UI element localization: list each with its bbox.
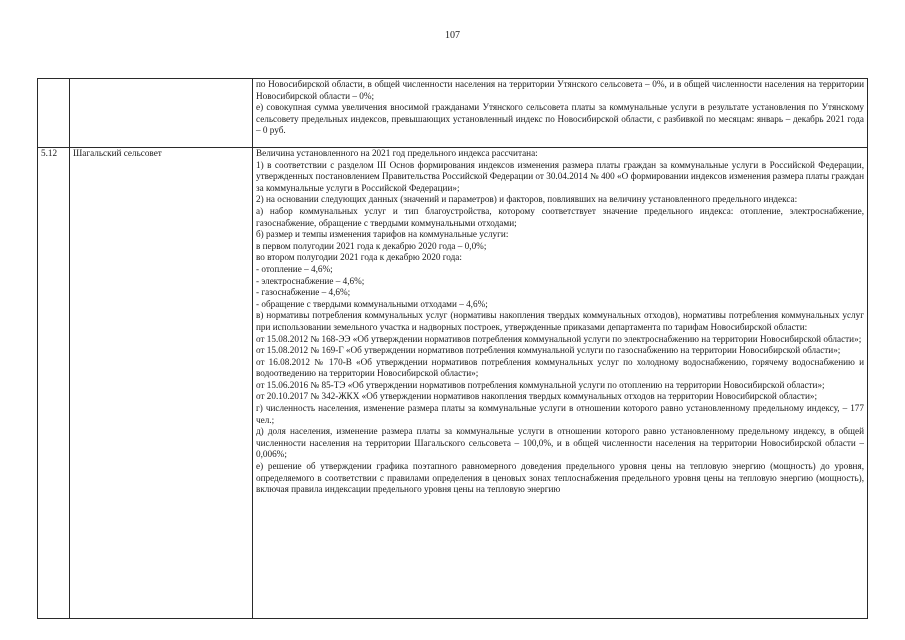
table-row (38, 79, 868, 148)
paragraph: - газоснабжение – 4,6%; (256, 287, 351, 298)
paragraph: - обращение с твердыми коммунальными отходами – 4,6%; (256, 298, 488, 309)
paragraph: во втором полугодии 2021 года к декабрю 2020 года: (256, 252, 462, 263)
paragraph: от 16.08.2012 № 170-В «Об утверждении нормативов потребления коммунальных услуг по холодному водоснабжению, горячему водоснабжению и водоотведению на территории Новосибирской области»; (256, 356, 864, 379)
paragraph: д) доля населения, изменение размера платы за коммунальные услуги в отношении которого равно установленному предельному индексу, в общей численности населения на территории Шагальского сельсовета – 100,0%, и в общей численности населения на территории Новосибирской области – 0,006%; (256, 426, 864, 460)
paragraph: от 15.08.2012 № 169-Г «Об утверждении нормативов потребления коммунальной услуги по газоснабжению на территории Новосибирской области»; (256, 345, 841, 356)
paragraph: 1) в соответствии с разделом III Основ формирования индексов изменения размера платы граждан за коммунальные услуги в Российской Федерации, утвержденных постановлением Правительства Российской Федерации от 30.04.2014 № 400 «О формировании индексов изменения размера платы граждан за коммунальные услуги в Российской Федерации»; (256, 159, 864, 193)
table-row (38, 148, 868, 619)
paragraph: - отопление – 4,6%; (256, 263, 333, 274)
municipality-name-cell: Шагальский сельсовет (70, 148, 253, 619)
paragraph: Величина установленного на 2021 год предельного индекса рассчитана: (256, 148, 538, 158)
description-cell (253, 79, 868, 148)
paragraph: 2) на основании следующих данных (значений и параметров) и факторов, повлиявших на величину установленного предельного индекса: (256, 194, 798, 205)
page-number: 107 (445, 30, 460, 41)
description-cell (253, 148, 868, 619)
paragraph: от 15.08.2012 № 168-ЭЭ «Об утверждении нормативов потребления коммунальной услуги по электроснабжению на территории Новосибирской области»; (256, 333, 862, 344)
paragraph: по Новосибирской области, в общей численности населения на территории Утянского сельсовета – 0%, и в общей численности населения на территории Новосибирской области – 0%; (256, 79, 864, 101)
row-number-cell: 5.12 (38, 148, 70, 619)
paragraph: б) размер и темпы изменения тарифов на коммунальные услуги: (256, 229, 509, 240)
municipality-name-cell (70, 79, 253, 148)
paragraph: - электроснабжение – 4,6%; (256, 275, 365, 286)
paragraph: от 15.06.2016 № 85-ТЭ «Об утверждении нормативов потребления коммунальной услуги по отоплению на территории Новосибирской области»; (256, 379, 825, 390)
paragraph: от 20.10.2017 № 342-ЖКХ «Об утверждении нормативов накопления твердых коммунальных отходов на территории Новосибирской области»; (256, 391, 818, 402)
paragraph: в первом полугодии 2021 года к декабрю 2020 года – 0,0%; (256, 240, 487, 251)
paragraph: г) численность населения, изменение размера платы за коммунальные услуги в отношении которого равно установленному предельному индексу, – 177 чел.; (256, 403, 864, 425)
paragraph: е) совокупная сумма увеличения вносимой гражданами Утянского сельсовета платы за коммунальные услуги в результате установления по Утянскому сельсовету предельных индексов, превышающих установленный индекс по Новосибирской области, с разбивкой по месяцам: январь – декабрь 2021 года – 0 руб. (256, 102, 864, 136)
row-number-cell (38, 79, 70, 148)
paragraph: а) набор коммунальных услуг и тип благоустройства, которому соответствует значение предельного индекса: отопление, электроснабжение, газоснабжение, обращение с твердыми коммунальными отходами; (256, 205, 864, 228)
paragraph: е) решение об утверждении графика поэтапного равномерного доведения предельного уровня цены на тепловую энергию (мощность) до уровня, определяемого в соответствии с правилами определения в ценовых зонах теплоснабжения предельного уровня цены на тепловую энергию (мощность), включая правила индексации предельного уровня цены на тепловую энергию (256, 461, 864, 495)
paragraph: в) нормативы потребления коммунальных услуг (нормативы накопления твердых коммунальных отходов), нормативы потребления коммунальных услуг при использовании земельного участка и надворных построек, утвержденные приказами департамента по тарифам Новосибирской области: (256, 310, 864, 332)
tariff-index-table (37, 78, 868, 619)
